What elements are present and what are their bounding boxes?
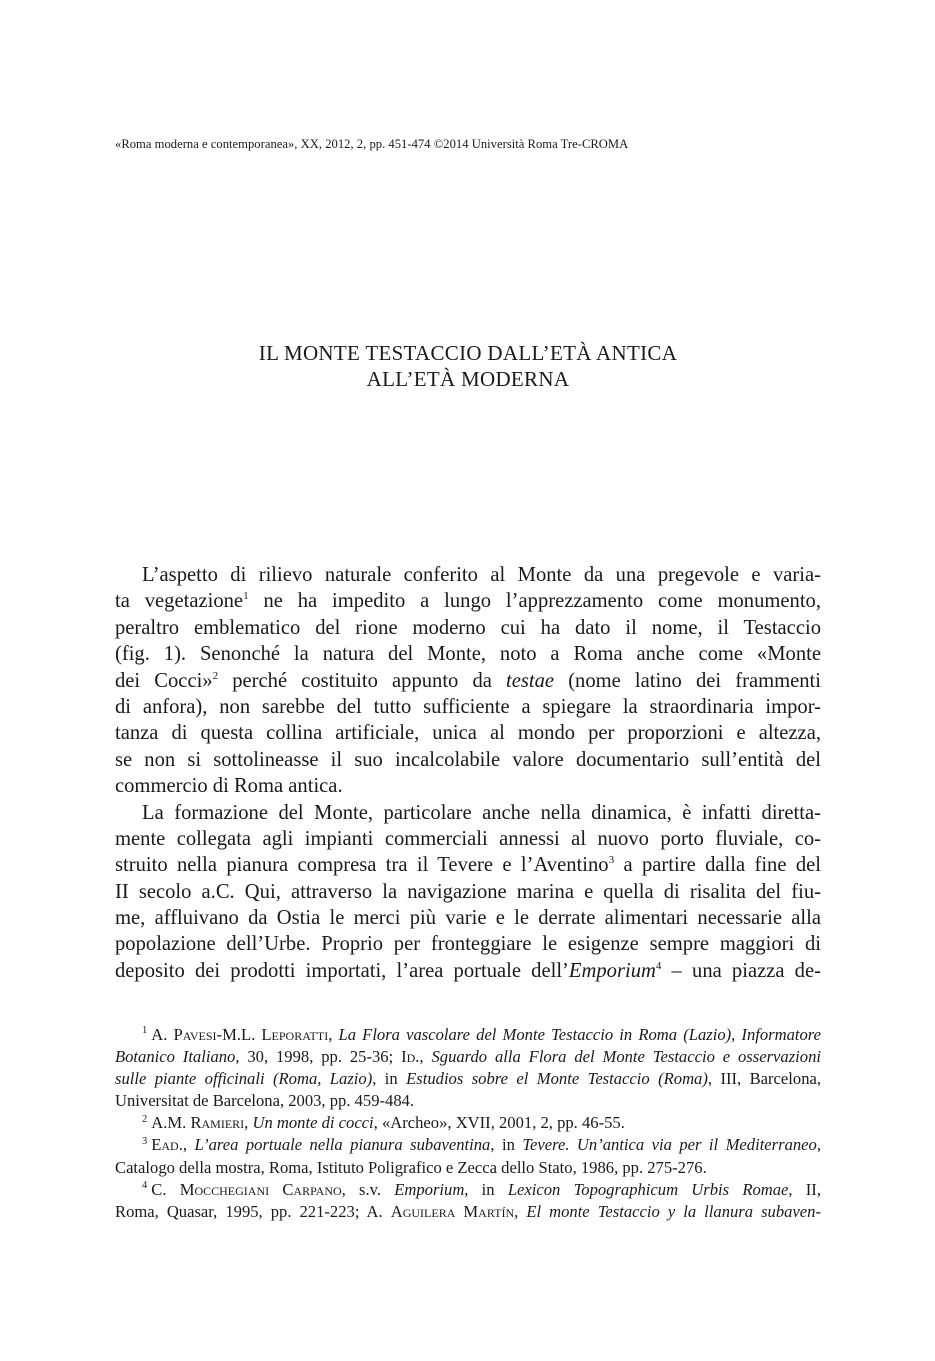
text-run: ta vegetazione — [115, 590, 244, 613]
author-name: Ead — [151, 1135, 179, 1155]
work-title: Lexicon Topographicum Urbis Romae — [507, 1179, 789, 1199]
work-title: El monte Testaccio y la llanura subaven- — [526, 1201, 821, 1221]
text-run: , — [816, 1135, 821, 1155]
text-run: A.M. — [151, 1113, 191, 1133]
footnote-4 — [115, 1179, 821, 1223]
text-run: , — [328, 1025, 339, 1044]
text-run: , «Archeo», XVII, 2001, 2, pp. 46-55. — [373, 1113, 625, 1133]
body-line: di anfora), non sarebbe del tutto sufficiente a spiegare la straordinaria impor- — [115, 695, 821, 718]
footnote-line — [115, 1179, 821, 1201]
work-title: Sguardo alla Flora del Monte Testaccio e osservazioni — [431, 1047, 821, 1067]
body-line: me, affluivano da Ostia le merci più varie e le derrate alimentari necessarie alla — [115, 907, 821, 930]
footnote-line — [115, 1068, 821, 1090]
article-body — [115, 562, 821, 984]
body-line: popolazione dell’Urbe. Proprio per fronteggiare le esigenze sempre maggiori di — [115, 933, 821, 956]
text-run: Roma, Quasar, 1995, pp. 221-223; A. — [115, 1201, 391, 1221]
author-name: Mocchegiani Carpano — [179, 1179, 342, 1199]
text-run: ., — [415, 1047, 432, 1067]
footnote-1 — [115, 1024, 821, 1112]
author-name: Aguilera Martín — [390, 1201, 515, 1221]
text-run: dei Cocci» — [115, 669, 213, 692]
footnote-line: Universitat de Barcelona, 2003, pp. 459-484. — [115, 1091, 415, 1111]
article-title — [115, 340, 821, 392]
footnote-ref: 4 — [655, 960, 662, 972]
work-title: sulle piante officinali (Roma, Lazio) — [115, 1069, 373, 1089]
paragraph-2 — [115, 800, 821, 985]
paragraph-1 — [115, 562, 821, 800]
text-run: , — [514, 1201, 527, 1221]
work-title: L’area portuale nella pianura subaventina — [194, 1135, 491, 1155]
footnote-2 — [115, 1112, 821, 1134]
text-run: , — [244, 1113, 253, 1133]
footnote-line: Catalogo della mostra, Roma, Istituto Poligrafico e Zecca dello Stato, 1986, pp. 275-276. — [115, 1157, 707, 1177]
text-run: – una piazza de- — [661, 959, 821, 982]
body-line: mente collegata agli impianti commerciali annessi al nuovo porto fluviale, co- — [115, 827, 821, 850]
work-title: Botanico Italiano — [115, 1047, 236, 1067]
work-title: Tevere. Un’antica via per il Mediterraneo — [522, 1135, 817, 1155]
text-run: -M.L. — [216, 1025, 262, 1044]
work-title: La Flora vascolare del Monte Testaccio in Roma (Lazio), Informatore — [338, 1025, 822, 1044]
text-run: a partire dalla fine del — [614, 854, 821, 877]
title-line-2: ALL’ETÀ MODERNA — [366, 367, 570, 391]
work-title: Emporium — [394, 1179, 465, 1199]
text-run: deposito dei prodotti importati, l’area portuale dell’ — [115, 959, 569, 982]
footnote-number: 1 — [142, 1025, 148, 1037]
work-title: Un monte di cocci — [252, 1113, 374, 1133]
body-line: peraltro emblematico del rione moderno cui ha dato il nome, il Testaccio — [115, 616, 821, 639]
text-run: , in — [490, 1135, 523, 1155]
body-line — [115, 588, 821, 614]
author-name: Ramieri — [190, 1113, 245, 1133]
footnote-ref: 1 — [243, 590, 249, 603]
footnote-ref: 2 — [212, 669, 219, 682]
footnote-line — [115, 1112, 821, 1134]
text-run: ne ha impedito a lungo l’apprezzamento come monumento, — [248, 590, 822, 613]
text-run: , III, Barcelona, — [707, 1069, 821, 1089]
footnote-number: 3 — [142, 1135, 148, 1147]
footnote-line — [115, 1201, 821, 1223]
footnote-number: 4 — [142, 1180, 148, 1192]
body-line: commercio di Roma antica. — [115, 775, 343, 798]
footnote-3 — [115, 1134, 821, 1178]
work-title: Estudios sobre el Monte Testaccio (Roma) — [406, 1069, 708, 1089]
footnotes — [115, 1024, 821, 1223]
body-line — [115, 668, 821, 694]
text-run: struito nella pianura compresa tra il Tevere e l’Aventino — [115, 854, 609, 877]
text-run: , 30, 1998, pp. 25-36; — [235, 1047, 402, 1067]
text-run: , s.v. — [341, 1179, 395, 1199]
body-line: II secolo a.C. Qui, attraverso la navigazione marina e quella di risalita del fiu- — [115, 880, 821, 903]
author-name: Id — [401, 1047, 416, 1067]
text-run: , in — [372, 1069, 407, 1089]
text-run: , in — [464, 1179, 508, 1199]
journal-citation: «Roma moderna e contemporanea», XX, 2012, 2, pp. 451-474 ©2014 Università Roma Tre-CROMA — [115, 137, 629, 151]
body-line: tanza di questa collina artificiale, unica al mondo per proporzioni e altezza, — [115, 722, 821, 745]
footnote-number: 2 — [142, 1113, 148, 1125]
italic-term: testae — [506, 669, 555, 692]
body-line — [115, 958, 821, 984]
italic-term: Emporium — [568, 959, 656, 982]
footnote-line — [115, 1024, 821, 1046]
title-line-1: IL MONTE TESTACCIO DALL’ETÀ ANTICA — [258, 341, 678, 365]
text-run: (nome latino dei frammenti — [554, 669, 821, 692]
body-line: L’aspetto di rilievo naturale conferito al Monte da una pregevole e varia- — [142, 564, 821, 586]
body-line: La formazione del Monte, particolare anche nella dinamica, è infatti diretta- — [142, 801, 821, 824]
text-run: C. — [151, 1179, 180, 1199]
author-name: Leporatti — [261, 1025, 329, 1044]
footnote-line — [115, 1134, 821, 1156]
text-run: , II, — [788, 1179, 821, 1199]
footnote-line — [115, 1046, 821, 1068]
text-run: ., — [178, 1135, 195, 1155]
body-line: (fig. 1). Senonché la natura del Monte, noto a Roma anche come «Monte — [115, 643, 821, 666]
body-line — [115, 852, 821, 878]
text-run: perché costituito appunto da — [218, 669, 507, 692]
footnote-ref: 3 — [608, 854, 615, 867]
author-name: Pavesi — [173, 1025, 217, 1044]
body-line: se non si sottolineasse il suo incalcolabile valore documentario sull’entità del — [115, 748, 821, 771]
text-run: A. — [151, 1025, 174, 1044]
